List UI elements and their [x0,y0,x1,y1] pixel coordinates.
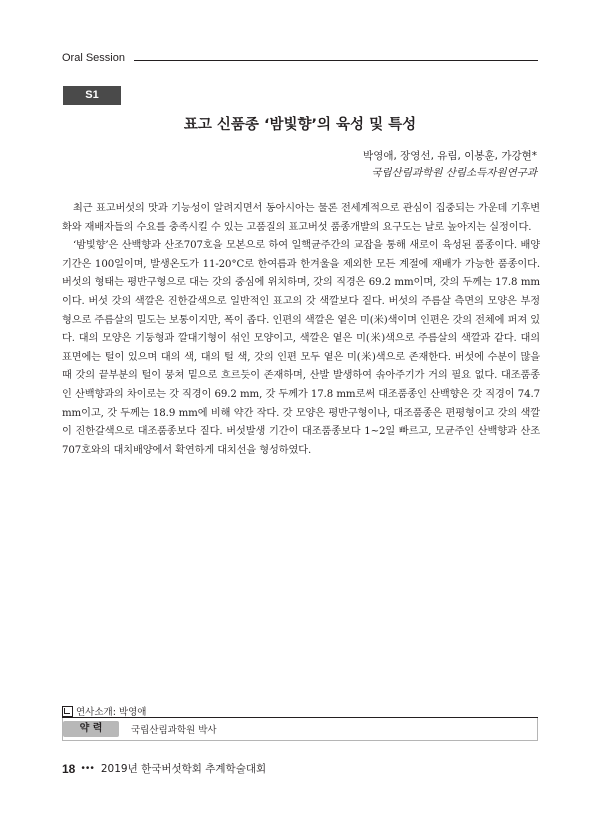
footer-dots: ••• [81,763,95,774]
paragraph: ‘밤빛향’은 산백향과 산조707호을 모본으로 하여 일핵균주간의 교잡을 통해 새로이 육성된 품종이다. 배양기간은 100일이며, 발생온도가 11-20°C로 한여름과 한겨울을 제외한 모든 계절에 재배가 가능한 품종이다. 버섯의 형태는 평반구형으로 대는 갓의 중심에 위치하며, 갓의 직경은 69.2 mm이며, 갓의 두께는 17.8 mm이다. 버섯 갓의 색깔은 진한갈색으로 일반적인 표고의 갓 색깔보다 짙다. 버섯의 주름살 측면의 모양은 부정형으로 주름살의 밀도는 보통이지만, 폭이 좁다. 인편의 색깔은 옅은 미(米)색이며 인편은 갓의 전체에 퍼져 있다. 대의 모양은 기둥형과 깔대기형이 섞인 모양이고, 색깔은 옅은 미(米)색으로 주름살의 색깔과 같다. 대의 표면에는 털이 있으며 대의 색, 대의 털 색, 갓의 인편 모두 옅은 미(米)색으로 존재한다. 버섯에 수분이 많을 때 갓의 끝부분의 털이 뭉쳐 밑으로 흐르듯이 존재하며, 산발 발생하여 솎아주기가 거의 필요 없다. 대조품종인 산백향과의 차이로는 갓 직경이 69.2 mm, 갓 두께가 17.8 mm로써 대조품종인 산백향은 갓 직경이 74.7 mm이고, 갓 두께는 18.9 mm에 비해 약간 작다. 갓 모양은 평반구형이나, 대조품종은 편평형이고 갓의 색깔이 진한갈색으로 대조품종보다 짙다. 버섯발생 기간이 대조품종보다 1~2일 빠르고, 모균주인 산백향과 산조 707호와의 대치배양에서 확연하게 대치선을 형성하였다. [62,240,540,456]
abstract-body [62,200,540,460]
affiliation: 국립산림과학원 산림소득자원연구과 [371,167,537,179]
authors: 박영애, 장영선, 유림, 이봉훈, 가강현* [363,150,537,162]
paragraph: 최근 표고버섯의 맛과 기능성이 알려지면서 동아시아는 물론 전세계적으로 관심이 집중되는 가운데 기후변화와 재배자들의 수요를 충족시킬 수 있는 고품질의 표고버섯 품종개발의 요구도는 날로 높아지는 실정이다. [62,203,540,233]
bio-text: 국립산림과학원 박사 [131,725,217,736]
page-footer [62,761,266,776]
speaker-heading [62,704,146,718]
arrow-box-icon [62,706,73,717]
paper-title: 표고 신품종 ‘밤빛향’의 육성 및 특성 [183,117,417,133]
bio-label: 약 력 [63,721,119,737]
speaker-heading-text: 연사소개: 박영애 [76,707,147,718]
bio-box [62,718,538,741]
session-tag: S1 [63,86,121,105]
page-number: 18 [62,761,76,776]
conference-name: 2019년 한국버섯학회 추계학술대회 [100,763,267,775]
header-rule [134,60,538,61]
section-label: Oral Session [62,52,125,64]
